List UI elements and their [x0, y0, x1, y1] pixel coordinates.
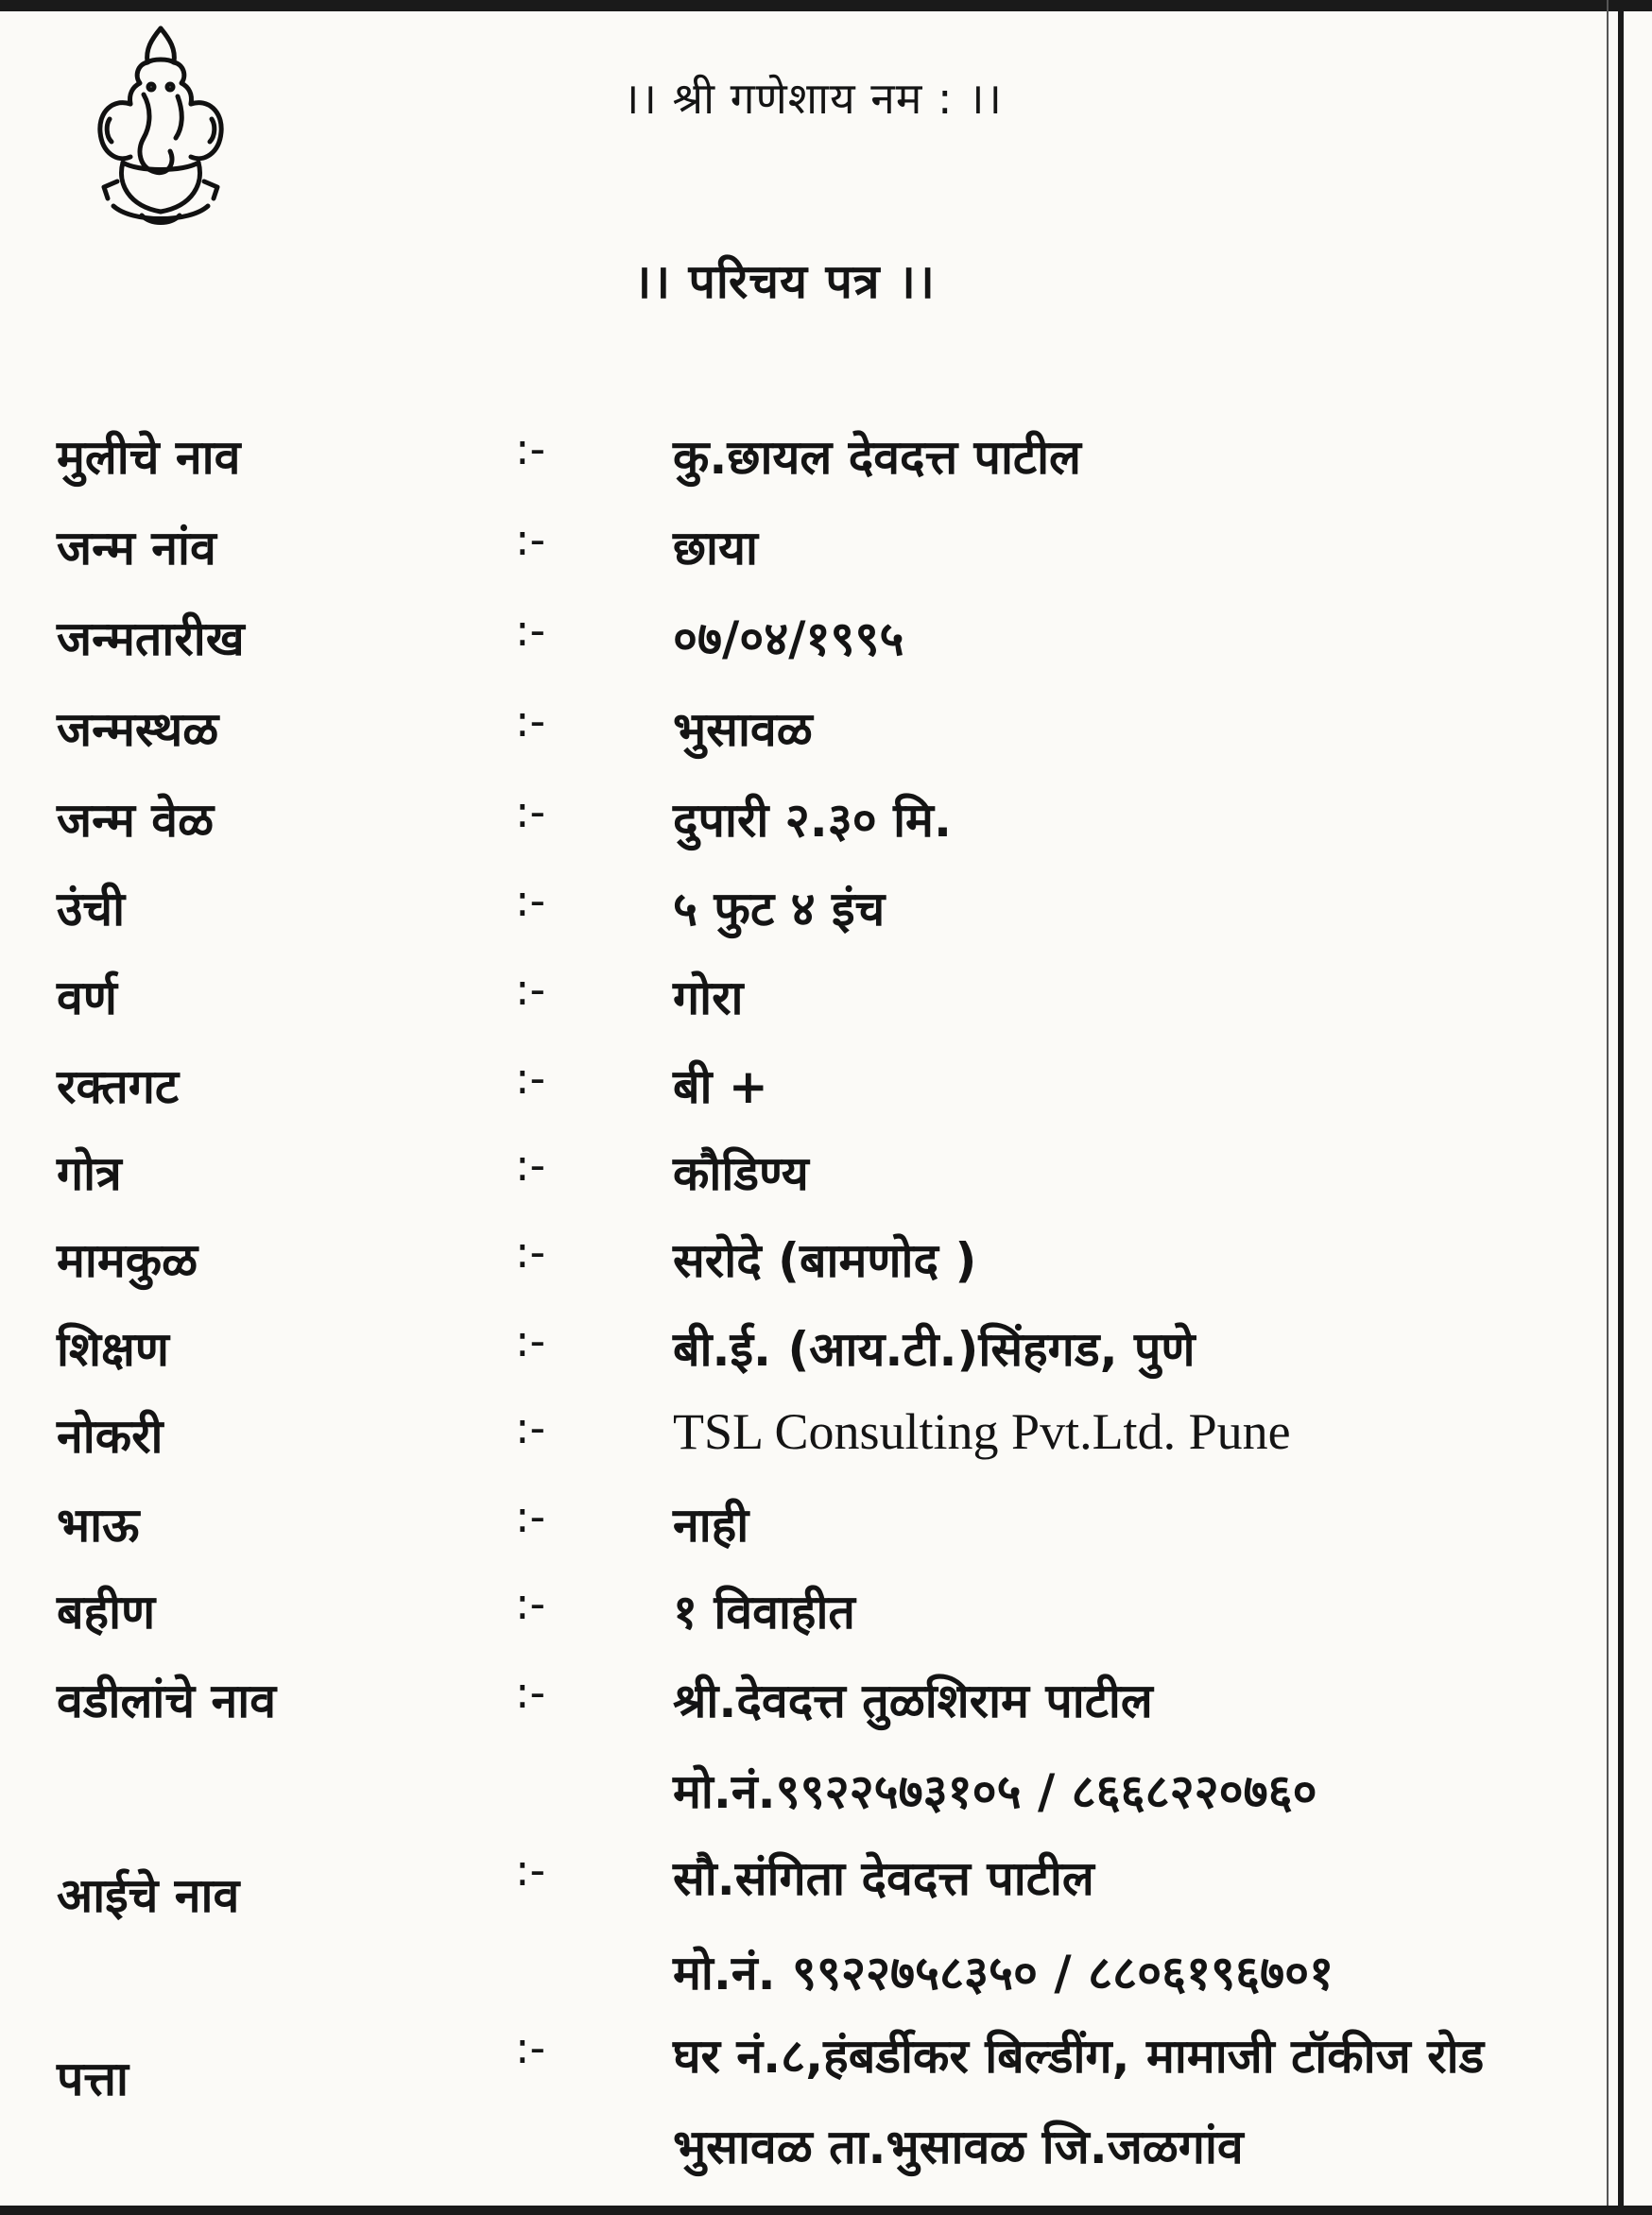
field-value: घर नं.८,हंबर्डीकर बिल्डींग, मामाजी टॉकीज रोड	[673, 2029, 1485, 2084]
field-row-gotra	[0, 1140, 1607, 1215]
field-label: मामकुळ	[57, 1233, 198, 1288]
field-separator: :-	[515, 1140, 546, 1191]
field-value: नाही	[673, 1498, 749, 1553]
field-row-maternal-family	[0, 1227, 1607, 1302]
page-border-bottom	[0, 2206, 1652, 2215]
field-separator: :-	[515, 695, 546, 747]
field-row-mother	[0, 1845, 1607, 2015]
field-value: सरोदे (बामणोद )	[673, 1233, 977, 1288]
field-row-birth-date	[0, 605, 1607, 680]
field-value: कौडिण्य	[673, 1146, 809, 1201]
field-row-birth-name	[0, 514, 1607, 590]
field-row-birth-time	[0, 786, 1607, 862]
field-value: ५ फुट ४ इंच	[673, 882, 886, 936]
page-border-top	[0, 0, 1652, 11]
field-label: मुलीचे नाव	[57, 430, 241, 485]
field-label: जन्म वेळ	[57, 793, 215, 848]
field-label: जन्म नांव	[57, 521, 216, 575]
field-value: दुपारी २.३० मि.	[673, 793, 952, 848]
field-label: पत्ता	[57, 2052, 129, 2106]
page-border-right-inner	[1607, 0, 1609, 2215]
field-value: १ विवाहीत	[673, 1585, 855, 1640]
field-row-name	[0, 423, 1607, 499]
field-value: भुसावळ	[673, 702, 813, 757]
field-value: सौ.संगिता देवदत्त पाटील	[673, 1851, 1094, 1906]
document-title: ।। परिचय पत्र ।।	[633, 254, 936, 309]
field-separator: :-	[515, 1053, 546, 1104]
field-separator: :-	[515, 514, 546, 565]
field-label: शिक्षण	[57, 1322, 169, 1377]
field-separator: :-	[515, 423, 546, 474]
field-row-birth-place	[0, 695, 1607, 771]
field-value: TSL Consulting Pvt.Ltd. Pune	[673, 1403, 1291, 1460]
field-row-sister	[0, 1578, 1607, 1654]
field-row-height	[0, 875, 1607, 951]
field-value: छाया	[673, 521, 758, 575]
field-row-education	[0, 1315, 1607, 1391]
field-label: उंची	[57, 882, 126, 936]
field-row-complexion	[0, 964, 1607, 1039]
father-phone: मो.नं.९९२२५७३१०५ / ८६६८२२०७६०	[673, 1764, 1317, 1819]
field-separator: :-	[515, 1402, 546, 1453]
field-separator: :-	[515, 1845, 546, 1896]
field-label: जन्मस्थळ	[57, 702, 219, 757]
field-value: ०७/०४/१९९५	[673, 611, 904, 666]
field-label: जन्मतारीख	[57, 611, 245, 666]
ganesha-logo-icon	[85, 21, 236, 229]
field-separator: :-	[515, 2022, 546, 2073]
field-separator: :-	[515, 1667, 546, 1718]
field-value: कु.छायल देवदत्त पाटील	[673, 430, 1081, 485]
field-value: गोरा	[673, 970, 744, 1025]
field-label: गोत्र	[57, 1146, 122, 1201]
page-border-right	[1618, 0, 1624, 2215]
mother-phone: मो.नं. ९९२२७५८३५० / ८८०६१९६७०१	[673, 1946, 1334, 2000]
field-label: आईचे नाव	[57, 1868, 240, 1923]
field-separator: :-	[515, 786, 546, 837]
field-value: बी.ई. (आय.टी.)सिंहगड, पुणे	[673, 1322, 1196, 1377]
field-row-brother	[0, 1491, 1607, 1567]
field-value: बी +	[673, 1059, 768, 1114]
field-separator: :-	[515, 1491, 546, 1542]
field-label: भाऊ	[57, 1498, 140, 1553]
field-separator: :-	[515, 964, 546, 1015]
address-line-2: भुसावळ ता.भुसावळ जि.जळगांव	[673, 2120, 1244, 2174]
field-separator: :-	[515, 1315, 546, 1366]
field-row-job	[0, 1402, 1607, 1478]
field-value: श्री.देवदत्त तुळशिराम पाटील	[673, 1674, 1153, 1728]
field-label: रक्तगट	[57, 1059, 180, 1114]
field-separator: :-	[515, 605, 546, 656]
field-separator: :-	[515, 875, 546, 926]
field-row-blood-group	[0, 1053, 1607, 1128]
field-row-address	[0, 2022, 1607, 2202]
field-label: वडीलांचे नाव	[57, 1674, 277, 1728]
invocation-heading: ।। श्री गणेशाय नम : ।।	[623, 73, 1003, 124]
field-label: नोकरी	[57, 1409, 163, 1464]
field-label: वर्ण	[57, 970, 117, 1025]
field-separator: :-	[515, 1227, 546, 1278]
field-row-father	[0, 1667, 1607, 1837]
field-label: बहीण	[57, 1585, 156, 1640]
field-separator: :-	[515, 1578, 546, 1629]
